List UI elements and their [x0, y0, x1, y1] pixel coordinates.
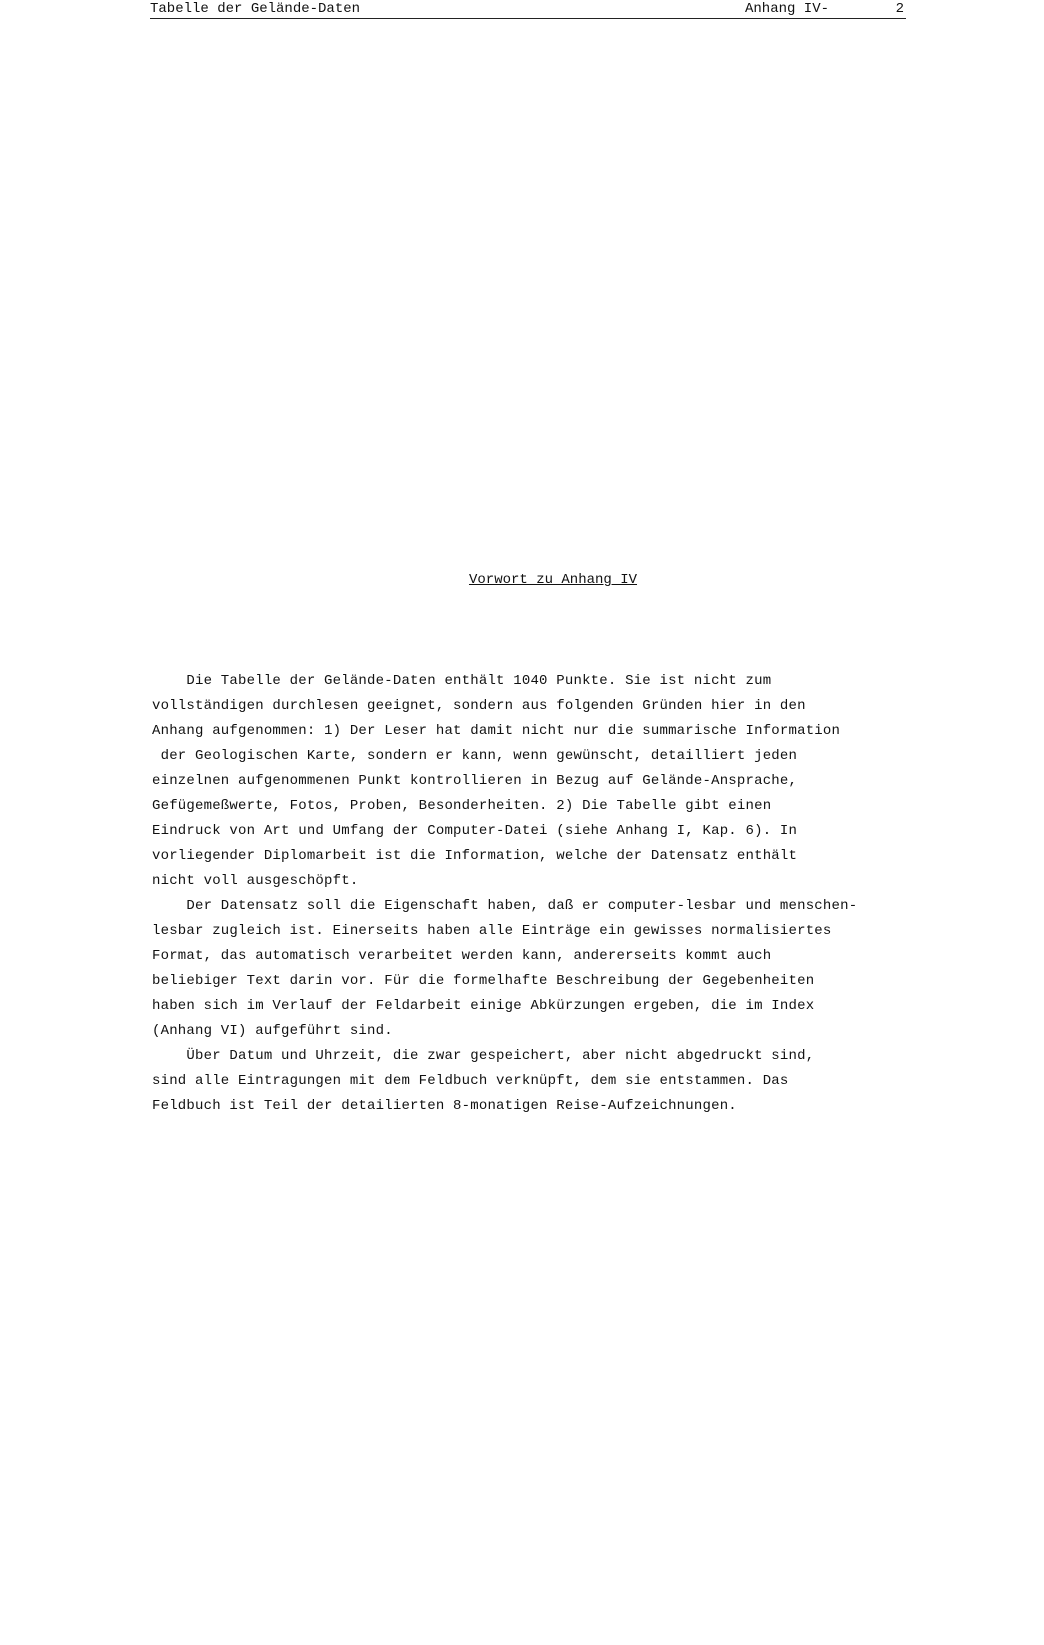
text-line: Format, das automatisch verarbeitet werden kann, andererseits kommt auch: [152, 948, 772, 964]
text-line: vollständigen durchlesen geeignet, sondern aus folgenden Gründen hier in den: [152, 698, 806, 714]
section-title: Vorwort zu Anhang IV: [468, 572, 638, 588]
text-line: Der Datensatz soll die Eigenschaft haben, daß er computer-lesbar und menschen-: [152, 898, 858, 914]
text-line: sind alle Eintragungen mit dem Feldbuch verknüpft, dem sie entstammen. Das: [152, 1073, 789, 1089]
text-line: Eindruck von Art und Umfang der Computer-Datei (siehe Anhang I, Kap. 6). In: [152, 823, 798, 839]
page-number: 2: [895, 1, 904, 17]
text-line: Über Datum und Uhrzeit, die zwar gespeichert, aber nicht abgedruckt sind,: [152, 1048, 815, 1064]
header-title: Tabelle der Gelände-Daten: [150, 1, 361, 17]
header-appendix: Anhang IV-: [745, 1, 830, 17]
body-text: [152, 669, 912, 1119]
text-line: nicht voll ausgeschöpft.: [152, 873, 359, 889]
text-line: der Geologischen Karte, sondern er kann, wenn gewünscht, detailliert jeden: [152, 748, 798, 764]
paragraph-2: [152, 894, 912, 1044]
text-line: haben sich im Verlauf der Feldarbeit einige Abkürzungen ergeben, die im Index: [152, 998, 815, 1014]
text-line: Gefügemeßwerte, Fotos, Proben, Besonderheiten. 2) Die Tabelle gibt einen: [152, 798, 772, 814]
text-line: Anhang aufgenommen: 1) Der Leser hat damit nicht nur die summarische Information: [152, 723, 841, 739]
text-line: einzelnen aufgenommenen Punkt kontrollieren in Bezug auf Gelände-Ansprache,: [152, 773, 798, 789]
paragraph-3: [152, 1044, 912, 1119]
text-line: (Anhang VI) aufgeführt sind.: [152, 1023, 393, 1039]
text-line: vorliegender Diplomarbeit ist die Information, welche der Datensatz enthält: [152, 848, 798, 864]
page-header: [150, 0, 906, 19]
section-title-wrapper: [0, 571, 1044, 589]
paragraph-1: [152, 669, 912, 894]
text-line: beliebiger Text darin vor. Für die formelhafte Beschreibung der Gegebenheiten: [152, 973, 815, 989]
text-line: Die Tabelle der Gelände-Daten enthält 1040 Punkte. Sie ist nicht zum: [152, 673, 772, 689]
text-line: lesbar zugleich ist. Einerseits haben alle Einträge ein gewisses normalisiertes: [152, 923, 832, 939]
text-line: Feldbuch ist Teil der detailierten 8-monatigen Reise-Aufzeichnungen.: [152, 1098, 737, 1114]
